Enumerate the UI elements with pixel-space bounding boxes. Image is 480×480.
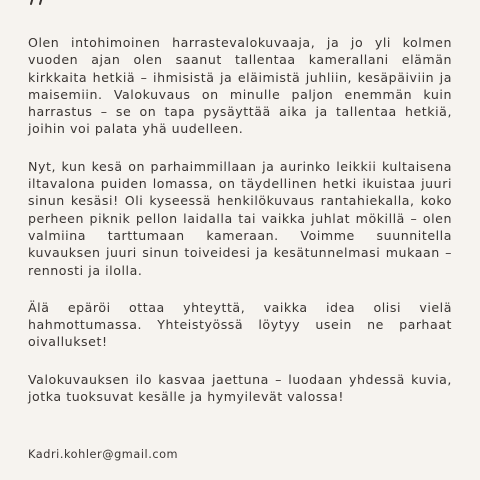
paragraph-contact-invite: Älä epäröi ottaa yhteyttä, vaikka idea olisi vielä hahmottumassa. Yhteistyössä löytyy usein ne parhaat oivallukset! — [28, 299, 452, 350]
closing-quote-icon — [26, 0, 56, 10]
paragraph-summer-offer: Nyt, kun kesä on parhaimmillaan ja aurinko leikkii kultaisena iltavalona puiden lomassa, on täydellinen hetki ikuistaa juuri sinun kesäsi! Oli kyseessä henkilökuvaus rantahiekalla, koko perheen piknik pellon laidalla tai vaikka juhlat mökillä – olen valmiina tarttumaan kameraan. Voimme suunnitella kuvauksen juuri sinun toiveidesi ja kesätunnelmasi mukaan – rennosti ja ilolla. — [28, 158, 452, 278]
contact-email[interactable]: Kadri.kohler@gmail.com — [28, 448, 179, 461]
paragraph-closing: Valokuvauksen ilo kasvaa jaettuna – luodaan yhdessä kuvia, jotka tuoksuvat kesälle ja hymyilevät valossa! — [28, 371, 452, 405]
paragraph-intro: Olen intohimoinen harrastevalokuvaaja, ja jo yli kolmen vuoden ajan olen saanut tallentaa kamerallani elämän kirkkaita hetkiä – ihmisistä ja eläimistä juhliin, kesäpäiviin ja maisemiin. Valokuvaus on minulle paljon enemmän kuin harrastus – se on tapa pysäyttää aika ja tallentaa hetkiä, joihin voi palata yhä uudelleen. — [28, 35, 452, 137]
body-text — [28, 34, 452, 425]
